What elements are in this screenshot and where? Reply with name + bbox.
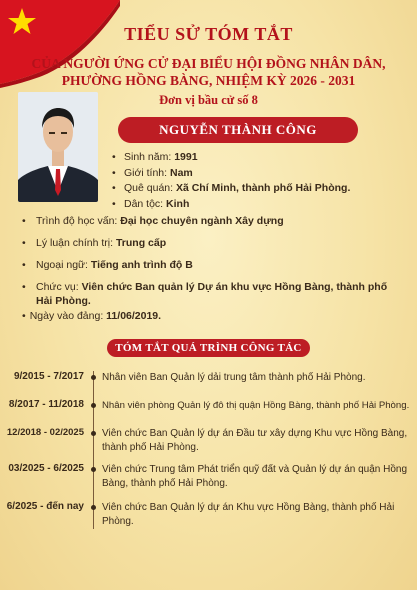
detail-position — [22, 280, 392, 308]
personal-info-list — [112, 150, 350, 212]
timeline-dot — [91, 375, 96, 380]
timeline-date: 8/2017 - 11/2018 — [8, 399, 84, 410]
timeline-date: 03/2025 - 6/2025 — [8, 463, 84, 474]
timeline-text: Nhân viên Ban Quản lý dải trung tâm thành phố Hải Phòng. — [102, 372, 366, 383]
hometown-value: Xã Chí Minh, thành phố Hải Phòng. — [175, 182, 351, 194]
page-title: TIỂU SỬ TÓM TẮT — [124, 24, 293, 44]
district-label: Đơn vị bầu cử số 8 — [159, 93, 258, 107]
detail-party-date: • Ngày vào đảng: 11/06/2019. — [22, 310, 162, 322]
candidate-name: NGUYỄN THÀNH CÔNG — [118, 117, 358, 143]
party-label: Ngày vào đảng: — [29, 310, 104, 322]
details-list — [22, 214, 392, 331]
ethnicity-value: Kinh — [166, 197, 190, 210]
hometown-label: Quê quán: — [124, 182, 174, 194]
education-label: Trình độ học vấn: — [36, 215, 118, 227]
subtitle-line-2: PHƯỜNG HỒNG BÀNG, NHIỆM KỲ 2026 - 2031 — [61, 73, 356, 88]
politics-label: Lý luận chính trị: — [36, 237, 114, 249]
work-timeline — [0, 367, 417, 532]
info-hometown — [112, 181, 350, 197]
info-gender — [112, 166, 350, 182]
politics-value: Trung cấp — [115, 237, 167, 249]
timeline-dot — [91, 505, 96, 510]
timeline-text: Viên chức Ban Quản lý dự án Khu vực Hồng Bàng, thành phố Hải Phòng. — [102, 502, 395, 527]
timeline-dot — [91, 467, 96, 472]
gender-label: Giới tính: — [124, 166, 168, 179]
info-birth-year — [112, 150, 350, 166]
education-value: Đại học chuyên ngành Xây dựng — [120, 215, 284, 227]
birth-value: 1991 — [174, 151, 198, 163]
timeline-date: 6/2025 - đến nay — [6, 501, 84, 512]
ethnicity-label: Dân tộc: — [124, 197, 164, 210]
detail-politics — [22, 236, 392, 250]
language-value: Tiếng anh trình độ B — [90, 259, 193, 271]
timeline-text: Viên chức Ban Quản lý dự án Đầu tư xây dựng Khu vực Hồng Bàng, thành phố Hải Phòng. — [102, 428, 408, 453]
timeline-dot — [91, 403, 96, 408]
detail-language — [22, 258, 392, 272]
party-value: 11/06/2019. — [106, 310, 162, 322]
info-ethnicity — [112, 197, 350, 213]
timeline-date: 12/2018 - 02/2025 — [6, 427, 84, 438]
timeline-date: 9/2015 - 7/2017 — [13, 371, 84, 382]
timeline-text: Nhân viên phòng Quản lý đô thị quận Hồng Bàng, thành phố Hải Phòng. — [102, 400, 410, 411]
page-subtitle — [30, 55, 387, 89]
language-label: Ngoại ngữ: — [36, 259, 88, 271]
position-label: Chức vụ: — [36, 281, 79, 293]
detail-education — [22, 214, 392, 228]
gender-value: Nam — [170, 166, 193, 179]
timeline-dot — [91, 431, 96, 436]
timeline-heading: TÓM TẮT QUÁ TRÌNH CÔNG TÁC — [107, 339, 310, 357]
birth-label: Sinh năm: — [124, 151, 172, 163]
position-value: Viên chức Ban quản lý Dự án khu vực Hồng Bàng, thành phố Hải Phòng. — [36, 281, 388, 307]
subtitle-line-1: CỦA NGƯỜI ỨNG CỬ ĐẠI BIỂU HỘI ĐỒNG NHÂN DÂN, — [31, 56, 386, 71]
candidate-photo — [18, 92, 98, 202]
timeline-text: Viên chức Trung tâm Phát triển quỹ đất và Quản lý dự án quận Hồng Bàng, thành phố Hải Phòng. — [102, 464, 408, 489]
